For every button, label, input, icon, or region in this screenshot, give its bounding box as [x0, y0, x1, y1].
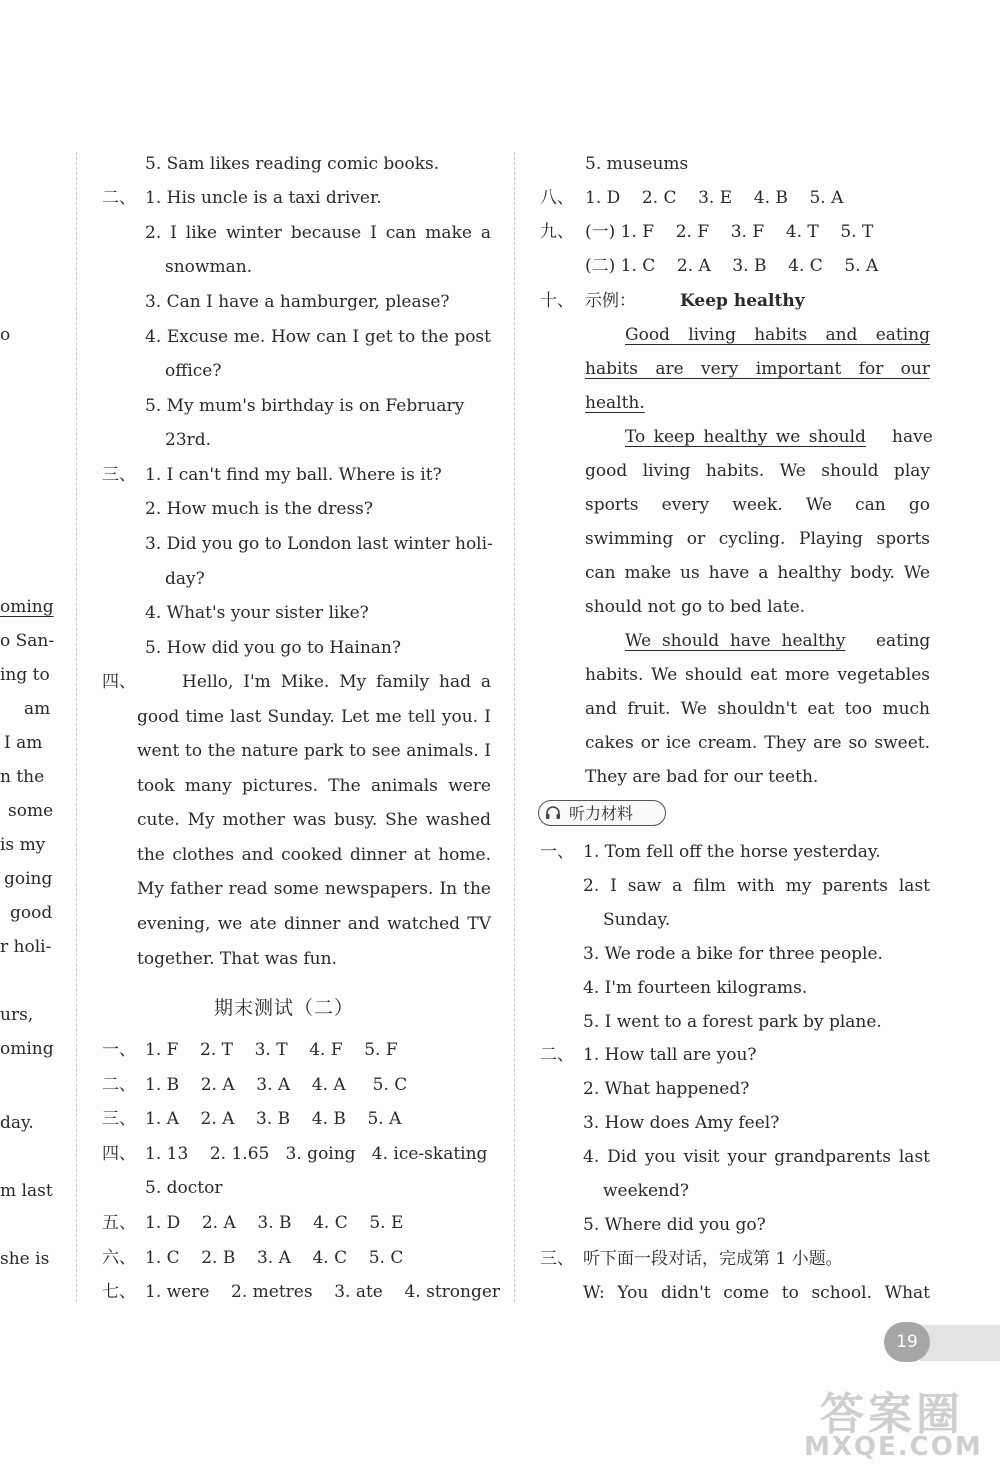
essay-line: habits are very important for our	[585, 359, 930, 379]
left-fragment: I am	[4, 733, 43, 753]
essay-line: swimming or cycling. Playing sports	[585, 529, 930, 549]
left-fragment: some	[8, 801, 54, 821]
passage-line: together. That was fun.	[137, 949, 337, 969]
answer-line: 2. I like winter because I can make a	[145, 223, 491, 243]
answer-row: (二) 1. C 2. A 3. B 4. C 5. A	[585, 256, 879, 276]
passage-line: went to the nature park to see animals. I	[137, 741, 491, 761]
essay-line: To keep healthy we should	[625, 427, 866, 447]
essay-line: health.	[585, 393, 645, 413]
left-fragment: oming	[0, 597, 54, 617]
passage-line: My father read some newspapers. In the	[137, 879, 491, 899]
badge-label: 听力材料	[569, 804, 634, 823]
answer-row: 1. B 2. A 3. A 4. A 5. C	[145, 1075, 408, 1095]
script-line: 4. I'm fourteen kilograms.	[583, 978, 808, 998]
section-label: 二、	[102, 1075, 136, 1095]
page-number: 19	[884, 1322, 930, 1362]
answer-line: 4. Excuse me. How can I get to the post	[145, 327, 491, 347]
example-label: 示例：	[585, 291, 636, 311]
section-label: 三、	[102, 1109, 136, 1129]
essay-line: sports every week. We can go	[585, 495, 930, 515]
essay-line: have	[892, 427, 933, 447]
answer-row: 1. A 2. A 3. B 4. B 5. A	[145, 1109, 402, 1129]
answer-line: 4. What's your sister like?	[145, 603, 369, 623]
essay-line: They are bad for our teeth.	[585, 767, 819, 787]
left-fragment: n the	[0, 767, 45, 787]
exam-title: 期末测试（二）	[214, 997, 355, 1019]
headphones-icon	[545, 805, 561, 821]
answer-line: office?	[165, 361, 222, 381]
left-fragment: o San-	[0, 631, 55, 651]
essay-line: should not go to bed late.	[585, 597, 806, 617]
section-label: 二、	[540, 1045, 574, 1065]
passage-line: Hello, I'm Mike. My family had a	[182, 672, 491, 692]
essay-line: good living habits. We should play	[585, 461, 930, 481]
script-line: 1. Tom fell off the horse yesterday.	[583, 842, 881, 862]
left-fragment: ing to	[0, 665, 50, 685]
left-fragment: she is	[0, 1249, 50, 1269]
passage-line: good time last Sunday. Let me tell you. I	[137, 707, 491, 727]
script-line: 听下面一段对话，完成第 1 小题。	[583, 1249, 843, 1269]
answer-line: 23rd.	[165, 430, 212, 450]
essay-line: and fruit. We shouldn't eat too much	[585, 699, 930, 719]
section-label: 一、	[102, 1040, 136, 1060]
section-label: 四、	[102, 1144, 136, 1164]
section-label: 七、	[102, 1282, 136, 1302]
essay-line: cakes or ice cream. They are so sweet.	[585, 733, 930, 753]
answer-line: 5. My mum's birthday is on February	[145, 396, 465, 416]
left-fragment: m last	[0, 1181, 53, 1201]
section-label: 九、	[540, 222, 574, 242]
script-line: 3. We rode a bike for three people.	[583, 944, 883, 964]
answer-row: 1. 13 2. 1.65 3. going 4. ice-skating	[145, 1144, 488, 1164]
watermark-url: MXQE.COM	[804, 1432, 983, 1462]
passage-line: evening, we ate dinner and watched TV	[137, 914, 491, 934]
answer-line: 1. His uncle is a taxi driver.	[145, 188, 382, 208]
answer-line: 3. Can I have a hamburger, please?	[145, 292, 450, 312]
section-label: 五、	[102, 1213, 136, 1233]
answer-line: 5. How did you go to Hainan?	[145, 638, 401, 658]
column-divider-left	[76, 152, 77, 1302]
answer-line: 5. museums	[585, 154, 689, 174]
left-fragment: o	[0, 325, 11, 345]
left-fragment: am	[24, 699, 51, 719]
script-line: 5. I went to a forest park by plane.	[583, 1012, 882, 1032]
answer-line: snowman.	[165, 257, 253, 277]
answer-row: 1. F 2. T 3. T 4. F 5. F	[145, 1040, 398, 1060]
section-label: 十、	[540, 291, 574, 311]
watermark	[760, 1378, 1000, 1468]
script-line: W: You didn't come to school. What	[583, 1283, 930, 1303]
left-fragment: is my	[0, 835, 46, 855]
answer-row: 1. D 2. C 3. E 4. B 5. A	[585, 188, 844, 208]
script-line: 3. How does Amy feel?	[583, 1113, 780, 1133]
answer-row: 1. D 2. A 3. B 4. C 5. E	[145, 1213, 404, 1233]
essay-line: Good living habits and eating	[625, 325, 930, 345]
passage-line: cute. My mother was busy. She washed	[137, 810, 491, 830]
answer-row: 1. C 2. B 3. A 4. C 5. C	[145, 1248, 404, 1268]
left-fragment: oming	[0, 1039, 54, 1059]
listening-material-badge	[538, 800, 666, 826]
section-label: 二、	[102, 188, 136, 208]
left-fragment: urs,	[0, 1005, 34, 1025]
script-line: 1. How tall are you?	[583, 1045, 757, 1065]
script-line: weekend?	[603, 1181, 689, 1201]
watermark-logo-text: 答案圈	[820, 1389, 964, 1440]
left-fragment: r holi-	[0, 937, 52, 957]
section-label: 八、	[540, 188, 574, 208]
section-label: 三、	[102, 465, 136, 485]
essay-title: Keep healthy	[680, 291, 805, 311]
answer-line: 3. Did you go to London last winter holi-	[145, 534, 493, 554]
answer-row: 5. doctor	[145, 1178, 223, 1198]
essay-line: habits. We should eat more vegetables	[585, 665, 930, 685]
left-fragment: good	[10, 903, 53, 923]
column-divider-right	[514, 152, 515, 1302]
essay-line: eating	[876, 631, 931, 651]
script-line: 4. Did you visit your grandparents last	[583, 1147, 930, 1167]
script-line: 2. I saw a film with my parents last	[583, 876, 930, 896]
section-label: 六、	[102, 1248, 136, 1268]
script-line: Sunday.	[603, 910, 671, 930]
answer-row: (一) 1. F 2. F 3. F 4. T 5. T	[585, 222, 874, 242]
script-line: 2. What happened?	[583, 1079, 750, 1099]
answer-line: day?	[165, 569, 205, 589]
passage-line: the clothes and cooked dinner at home.	[137, 845, 491, 865]
script-line: 5. Where did you go?	[583, 1215, 766, 1235]
answer-line: 1. I can't find my ball. Where is it?	[145, 465, 442, 485]
left-fragment: going	[4, 869, 53, 889]
section-label: 四、	[102, 672, 136, 692]
passage-line: took many pictures. The animals were	[137, 776, 491, 796]
page-number-bar	[920, 1325, 1000, 1361]
section-label: 一、	[540, 842, 574, 862]
answer-line: 2. How much is the dress?	[145, 499, 374, 519]
section-label: 三、	[540, 1249, 574, 1269]
answer-row: 1. were 2. metres 3. ate 4. stronger	[145, 1282, 501, 1302]
answer-line: 5. Sam likes reading comic books.	[145, 154, 440, 174]
essay-line: can make us have a healthy body. We	[585, 563, 930, 583]
left-fragment: day.	[0, 1113, 34, 1133]
essay-line: We should have healthy	[625, 631, 846, 651]
